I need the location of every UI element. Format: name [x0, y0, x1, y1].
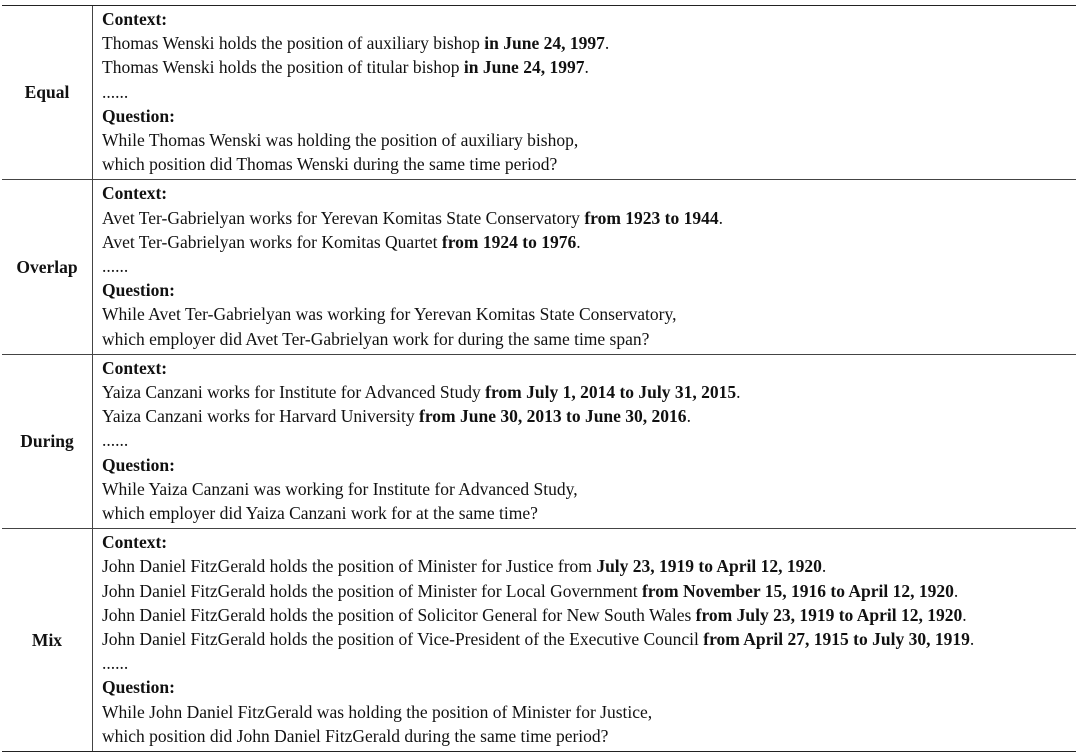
table-row-overlap: [2, 180, 1076, 354]
context-line: Avet Ter-Gabrielyan works for Komitas Quartet from 1924 to 1976.: [102, 231, 581, 252]
row-label: Equal: [24, 82, 70, 103]
table-row-mix: [2, 529, 1076, 751]
context-line: John Daniel FitzGerald holds the position of Solicitor General for New South Wales from July 23, 1919 to April 12, 1920.: [102, 604, 967, 625]
context-line: John Daniel FitzGerald holds the position of Minister for Local Government from November 15, 1916 to April 12, 1920.: [102, 580, 959, 601]
context-line: Thomas Wenski holds the position of auxiliary bishop in June 24, 1997.: [102, 33, 610, 54]
ellipsis: ......: [102, 81, 129, 102]
question-line: While Avet Ter-Gabrielyan was working for Yerevan Komitas State Conservatory,: [102, 304, 677, 325]
question-heading: Question:: [102, 105, 175, 126]
ellipsis: ......: [102, 430, 129, 451]
ellipsis: ......: [102, 256, 129, 277]
context-line: Avet Ter-Gabrielyan works for Yerevan Komitas State Conservatory from 1923 to 1944.: [102, 207, 723, 228]
question-line: which employer did Yaiza Canzani work for at the same time?: [102, 503, 538, 524]
context-heading: Context:: [102, 532, 168, 553]
examples-table: [2, 5, 1076, 752]
context-heading: Context:: [102, 9, 168, 29]
context-line: John Daniel FitzGerald holds the position of Vice-President of the Executive Council from April 27, 1915 to July 30, 1919.: [102, 629, 975, 650]
question-heading: Question:: [102, 280, 175, 301]
context-heading: Context:: [102, 183, 168, 204]
row-label: Mix: [31, 629, 63, 650]
context-heading: Context:: [102, 357, 168, 378]
question-heading: Question:: [102, 454, 175, 475]
context-line: Yaiza Canzani works for Institute for Advanced Study from July 1, 2014 to July 31, 2015.: [102, 382, 741, 403]
question-line: which position did John Daniel FitzGerald during the same time period?: [102, 725, 609, 746]
question-line: which position did Thomas Wenski during the same time period?: [102, 154, 558, 175]
ellipsis: ......: [102, 653, 129, 674]
column-divider: [92, 355, 93, 528]
column-divider: [92, 6, 93, 179]
question-line: While John Daniel FitzGerald was holding the position of Minister for Justice,: [102, 701, 653, 722]
question-heading: Question:: [102, 677, 175, 698]
row-content: [102, 180, 1076, 353]
question-line: While Yaiza Canzani was working for Institute for Advanced Study,: [102, 478, 578, 499]
column-divider: [92, 529, 93, 751]
row-content: [102, 6, 1076, 179]
row-label: During: [20, 431, 74, 452]
context-line: John Daniel FitzGerald holds the position of Minister for Justice from July 23, 1919 to April 12, 1920.: [102, 556, 827, 577]
question-line: which employer did Avet Ter-Gabrielyan work for during the same time span?: [102, 328, 650, 349]
context-line: Thomas Wenski holds the position of titular bishop in June 24, 1997.: [102, 57, 589, 78]
context-line: Yaiza Canzani works for Harvard University from June 30, 2013 to June 30, 2016.: [102, 406, 691, 427]
question-line: While Thomas Wenski was holding the position of auxiliary bishop,: [102, 130, 579, 151]
column-divider: [92, 180, 93, 353]
row-content: [102, 529, 1076, 751]
table-row-equal: [2, 6, 1076, 180]
row-label: Overlap: [16, 256, 78, 277]
table-row-during: [2, 355, 1076, 529]
row-content: [102, 355, 1076, 528]
